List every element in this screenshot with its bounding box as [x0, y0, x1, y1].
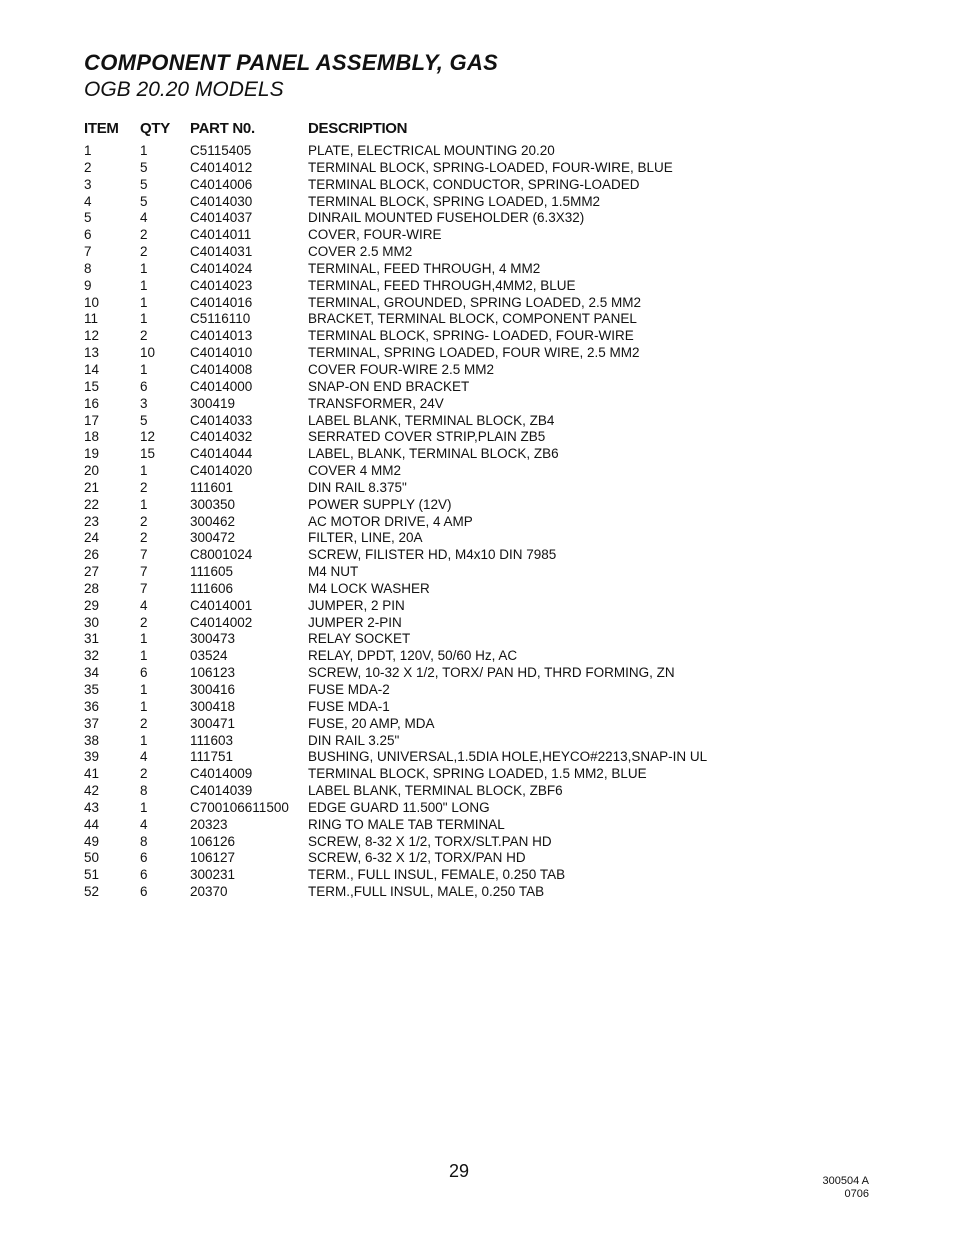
part-number-cell: C5115405 — [190, 143, 252, 158]
part-number-cell: C4014002 — [190, 614, 253, 630]
item-cell: 9 — [84, 277, 92, 293]
table-header — [84, 120, 784, 138]
description-cell: TERM.,FULL INSUL, MALE, 0.250 TAB — [308, 884, 545, 900]
item-cell: 30 — [84, 614, 100, 630]
item-cell: 17 — [84, 412, 100, 428]
item-cell: 24 — [84, 530, 100, 546]
description-cell: SNAP-ON END BRACKET — [308, 378, 470, 394]
description-cell: SERRATED COVER STRIP,PLAIN ZB5 — [308, 429, 546, 445]
qty-cell: 1 — [140, 648, 148, 664]
table-row — [84, 413, 884, 430]
description-cell: M4 NUT — [308, 564, 359, 580]
qty-cell: 4 — [140, 210, 148, 226]
table-row — [84, 396, 884, 413]
part-number-cell: C4014023 — [190, 277, 253, 293]
part-number-cell: 300416 — [190, 682, 236, 697]
part-number-cell: 300350 — [190, 496, 236, 512]
item-cell: 23 — [84, 513, 100, 529]
description-cell: DINRAIL MOUNTED FUSEHOLDER (6.3X32) — [308, 210, 585, 226]
item-cell: 11 — [84, 311, 99, 327]
qty-cell: 4 — [140, 597, 148, 613]
qty-cell: 4 — [140, 816, 148, 832]
part-number-cell: C4014010 — [190, 345, 253, 361]
item-cell: 6 — [84, 227, 92, 243]
description-cell: TERMINAL BLOCK, SPRING LOADED, 1.5 MM2, BLUE — [308, 766, 647, 782]
item-cell: 21 — [84, 479, 100, 495]
qty-cell: 5 — [140, 159, 148, 175]
table-row — [84, 648, 884, 665]
table-row — [84, 800, 884, 817]
table-row — [84, 362, 884, 379]
description-cell: AC MOTOR DRIVE, 4 AMP — [308, 513, 473, 529]
qty-cell: 2 — [140, 766, 148, 782]
part-number-cell: 106127 — [190, 850, 236, 866]
item-cell: 37 — [84, 715, 100, 731]
item-cell: 19 — [84, 446, 100, 462]
description-cell: COVER 2.5 MM2 — [308, 244, 413, 260]
qty-cell: 1 — [140, 463, 148, 479]
qty-cell: 1 — [140, 631, 148, 647]
item-cell: 3 — [84, 176, 92, 192]
qty-cell: 1 — [140, 698, 148, 714]
part-number-cell: 111606 — [190, 580, 234, 596]
table-row — [84, 160, 884, 177]
qty-cell: 2 — [140, 715, 148, 731]
table-row — [84, 581, 884, 598]
description-cell: TERMINAL BLOCK, SPRING-LOADED, FOUR-WIRE, BLUE — [308, 159, 673, 175]
table-row — [84, 514, 884, 531]
table-row — [84, 766, 884, 783]
part-number-cell: C700106611500 — [190, 799, 289, 815]
item-cell: 14 — [84, 361, 100, 377]
item-cell: 42 — [84, 783, 100, 799]
item-cell: 4 — [84, 193, 92, 209]
part-number-cell: 300231 — [190, 867, 236, 883]
part-number-cell: C4014044 — [190, 446, 253, 462]
table-row — [84, 884, 884, 901]
description-cell: DIN RAIL 8.375" — [308, 479, 407, 495]
table-row — [84, 227, 884, 244]
part-number-cell: 106123 — [190, 665, 236, 681]
item-cell: 27 — [84, 564, 100, 580]
description-cell: PLATE, ELECTRICAL MOUNTING 20.20 — [308, 143, 555, 158]
item-cell: 18 — [84, 429, 100, 445]
table-row — [84, 716, 884, 733]
table-row — [84, 311, 884, 328]
part-number-cell: 111603 — [190, 732, 234, 748]
table-row — [84, 699, 884, 716]
qty-cell: 15 — [140, 446, 156, 462]
item-cell: 20 — [84, 463, 100, 479]
item-cell: 44 — [84, 816, 100, 832]
description-cell: COVER, FOUR-WIRE — [308, 227, 442, 243]
table-row — [84, 850, 884, 867]
item-cell: 15 — [84, 378, 100, 394]
item-cell: 10 — [84, 294, 100, 310]
description-cell: DIN RAIL 3.25" — [308, 732, 400, 748]
qty-cell: 5 — [140, 412, 148, 428]
description-cell: JUMPER 2-PIN — [308, 614, 402, 630]
qty-cell: 6 — [140, 378, 148, 394]
item-cell: 32 — [84, 648, 100, 664]
table-row — [84, 497, 884, 514]
part-number-cell: C4014033 — [190, 412, 253, 428]
qty-cell: 7 — [140, 564, 148, 580]
table-row — [84, 210, 884, 227]
parts-table — [84, 143, 884, 901]
description-cell: LABEL BLANK, TERMINAL BLOCK, ZB4 — [308, 412, 555, 428]
part-number-cell: C5116110 — [190, 311, 251, 327]
table-row — [84, 177, 884, 194]
document-code — [823, 1175, 870, 1201]
table-row — [84, 733, 884, 750]
description-cell: LABEL BLANK, TERMINAL BLOCK, ZBF6 — [308, 783, 563, 799]
item-cell: 13 — [84, 345, 100, 361]
qty-cell: 1 — [140, 311, 148, 327]
table-row — [84, 143, 884, 160]
qty-cell: 6 — [140, 884, 148, 900]
part-number-cell: C4014006 — [190, 176, 253, 192]
part-number-cell: 03524 — [190, 648, 228, 664]
table-row — [84, 530, 884, 547]
description-cell: FUSE MDA-2 — [308, 682, 390, 697]
description-cell: JUMPER, 2 PIN — [308, 597, 405, 613]
part-number-cell: C4014009 — [190, 766, 253, 782]
description-cell: TRANSFORMER, 24V — [308, 395, 444, 411]
item-cell: 2 — [84, 159, 92, 175]
table-row — [84, 278, 884, 295]
part-number-cell: C4014031 — [190, 244, 253, 260]
description-cell: POWER SUPPLY (12V) — [308, 496, 452, 512]
column-header-part: PART N0. — [190, 120, 255, 137]
table-row — [84, 480, 884, 497]
part-number-cell: 300418 — [190, 698, 236, 714]
table-row — [84, 749, 884, 766]
item-cell: 41 — [84, 766, 100, 782]
qty-cell: 7 — [140, 547, 148, 563]
table-row — [84, 783, 884, 800]
table-row — [84, 631, 884, 648]
description-cell: SCREW, 8-32 X 1/2, TORX/SLT.PAN HD — [308, 833, 552, 849]
part-number-cell: 111751 — [190, 749, 234, 765]
description-cell: M4 LOCK WASHER — [308, 580, 430, 596]
item-cell: 39 — [84, 749, 100, 765]
part-number-cell: 300471 — [190, 715, 236, 731]
description-cell: TERMINAL, FEED THROUGH,4MM2, BLUE — [308, 277, 576, 293]
qty-cell: 1 — [140, 496, 148, 512]
qty-cell: 1 — [140, 361, 148, 377]
part-number-cell: 300472 — [190, 530, 236, 546]
doc-date: 0706 — [844, 1188, 869, 1200]
part-number-cell: C4014037 — [190, 210, 253, 226]
description-cell: SCREW, 6-32 X 1/2, TORX/PAN HD — [308, 850, 526, 866]
part-number-cell: 300419 — [190, 395, 236, 411]
column-header-description: DESCRIPTION — [308, 120, 408, 137]
qty-cell: 2 — [140, 530, 148, 546]
part-number-cell: 300462 — [190, 513, 236, 529]
part-number-cell: C4014016 — [190, 294, 253, 310]
part-number-cell: C4014008 — [190, 361, 253, 377]
qty-cell: 1 — [140, 294, 148, 310]
item-cell: 38 — [84, 732, 100, 748]
part-number-cell: C4014039 — [190, 783, 253, 799]
page-title: COMPONENT PANEL ASSEMBLY, GAS — [84, 50, 499, 75]
description-cell: EDGE GUARD 11.500" LONG — [308, 799, 490, 815]
qty-cell: 8 — [140, 833, 148, 849]
qty-cell: 6 — [140, 850, 148, 866]
qty-cell: 5 — [140, 176, 148, 192]
description-cell: TERMINAL BLOCK, SPRING LOADED, 1.5MM2 — [308, 193, 601, 209]
description-cell: RELAY, DPDT, 120V, 50/60 Hz, AC — [308, 648, 518, 664]
part-number-cell: C4014013 — [190, 328, 253, 344]
part-number-cell: C4014032 — [190, 429, 253, 445]
qty-cell: 10 — [140, 345, 156, 361]
item-cell: 50 — [84, 850, 100, 866]
description-cell: COVER 4 MM2 — [308, 463, 402, 479]
qty-cell: 8 — [140, 783, 148, 799]
part-number-cell: C4014024 — [190, 260, 253, 276]
qty-cell: 6 — [140, 867, 148, 883]
part-number-cell: C4014030 — [190, 193, 253, 209]
item-cell: 7 — [84, 244, 92, 260]
part-number-cell: C8001024 — [190, 547, 253, 563]
table-row — [84, 244, 884, 261]
table-row — [84, 598, 884, 615]
table-row — [84, 295, 884, 312]
table-row — [84, 261, 884, 278]
page-number: 29 — [449, 1161, 470, 1181]
description-cell: FUSE MDA-1 — [308, 698, 390, 714]
qty-cell: 2 — [140, 328, 148, 344]
column-header-item: ITEM — [84, 120, 119, 137]
description-cell: TERMINAL, GROUNDED, SPRING LOADED, 2.5 MM2 — [308, 294, 642, 310]
table-row — [84, 328, 884, 345]
part-number-cell: 300473 — [190, 631, 236, 647]
table-row — [84, 547, 884, 564]
item-cell: 51 — [84, 867, 100, 883]
qty-cell: 1 — [140, 682, 148, 697]
part-number-cell: 106126 — [190, 833, 236, 849]
table-row — [84, 817, 884, 834]
description-cell: FILTER, LINE, 20A — [308, 530, 423, 546]
qty-cell: 3 — [140, 395, 148, 411]
description-cell: RING TO MALE TAB TERMINAL — [308, 816, 505, 832]
item-cell: 49 — [84, 833, 100, 849]
description-cell: SCREW, 10-32 X 1/2, TORX/ PAN HD, THRD FORMING, ZN — [308, 665, 675, 681]
item-cell: 35 — [84, 682, 100, 697]
qty-cell: 5 — [140, 193, 148, 209]
part-number-cell: C4014011 — [190, 227, 252, 243]
description-cell: TERMINAL, SPRING LOADED, FOUR WIRE, 2.5 MM2 — [308, 345, 640, 361]
table-row — [84, 564, 884, 581]
description-cell: RELAY SOCKET — [308, 631, 411, 647]
table-row — [84, 682, 884, 699]
part-number-cell: 111605 — [190, 564, 234, 580]
page-subtitle: OGB 20.20 MODELS — [84, 78, 284, 101]
part-number-cell: C4014001 — [190, 597, 253, 613]
qty-cell: 12 — [140, 429, 156, 445]
table-row — [84, 463, 884, 480]
description-cell: BUSHING, UNIVERSAL,1.5DIA HOLE,HEYCO#2213,SNAP-IN UL — [308, 749, 708, 765]
table-row — [84, 834, 884, 851]
table-row — [84, 194, 884, 211]
item-cell: 1 — [84, 143, 92, 158]
item-cell: 22 — [84, 496, 100, 512]
item-cell: 26 — [84, 547, 100, 563]
qty-cell: 6 — [140, 665, 148, 681]
description-cell: BRACKET, TERMINAL BLOCK, COMPONENT PANEL — [308, 311, 637, 327]
doc-number: 300504 A — [822, 1175, 869, 1187]
item-cell: 28 — [84, 580, 100, 596]
qty-cell: 4 — [140, 749, 148, 765]
item-cell: 29 — [84, 597, 100, 613]
description-cell: TERMINAL BLOCK, SPRING- LOADED, FOUR-WIRE — [308, 328, 634, 344]
part-number-cell: 111601 — [190, 479, 234, 495]
description-cell: COVER FOUR-WIRE 2.5 MM2 — [308, 361, 495, 377]
part-number-cell: C4014000 — [190, 378, 253, 394]
table-row — [84, 665, 884, 682]
table-row — [84, 446, 884, 463]
qty-cell: 1 — [140, 260, 148, 276]
table-row — [84, 867, 884, 884]
part-number-cell: C4014020 — [190, 463, 253, 479]
item-cell: 12 — [84, 328, 100, 344]
item-cell: 43 — [84, 799, 100, 815]
table-row — [84, 429, 884, 446]
qty-cell: 2 — [140, 479, 148, 495]
qty-cell: 1 — [140, 799, 148, 815]
description-cell: FUSE, 20 AMP, MDA — [308, 715, 435, 731]
table-row — [84, 345, 884, 362]
column-header-qty: QTY — [140, 120, 170, 137]
item-cell: 16 — [84, 395, 100, 411]
part-number-cell: 20323 — [190, 816, 228, 832]
qty-cell: 1 — [140, 732, 148, 748]
description-cell: SCREW, FILISTER HD, M4x10 DIN 7985 — [308, 547, 557, 563]
part-number-cell: C4014012 — [190, 159, 253, 175]
item-cell: 5 — [84, 210, 92, 226]
qty-cell: 2 — [140, 614, 148, 630]
item-cell: 36 — [84, 698, 100, 714]
table-row — [84, 615, 884, 632]
qty-cell: 2 — [140, 244, 148, 260]
table-row — [84, 379, 884, 396]
item-cell: 52 — [84, 884, 100, 900]
qty-cell: 2 — [140, 513, 148, 529]
description-cell: LABEL, BLANK, TERMINAL BLOCK, ZB6 — [308, 446, 559, 462]
item-cell: 34 — [84, 665, 100, 681]
part-number-cell: 20370 — [190, 884, 228, 900]
description-cell: TERMINAL BLOCK, CONDUCTOR, SPRING-LOADED — [308, 176, 640, 192]
item-cell: 8 — [84, 260, 92, 276]
item-cell: 31 — [84, 631, 100, 647]
description-cell: TERMINAL, FEED THROUGH, 4 MM2 — [308, 260, 541, 276]
qty-cell: 2 — [140, 227, 148, 243]
qty-cell: 1 — [140, 277, 148, 293]
description-cell: TERM., FULL INSUL, FEMALE, 0.250 TAB — [308, 867, 566, 883]
qty-cell: 1 — [140, 143, 148, 158]
qty-cell: 7 — [140, 580, 148, 596]
